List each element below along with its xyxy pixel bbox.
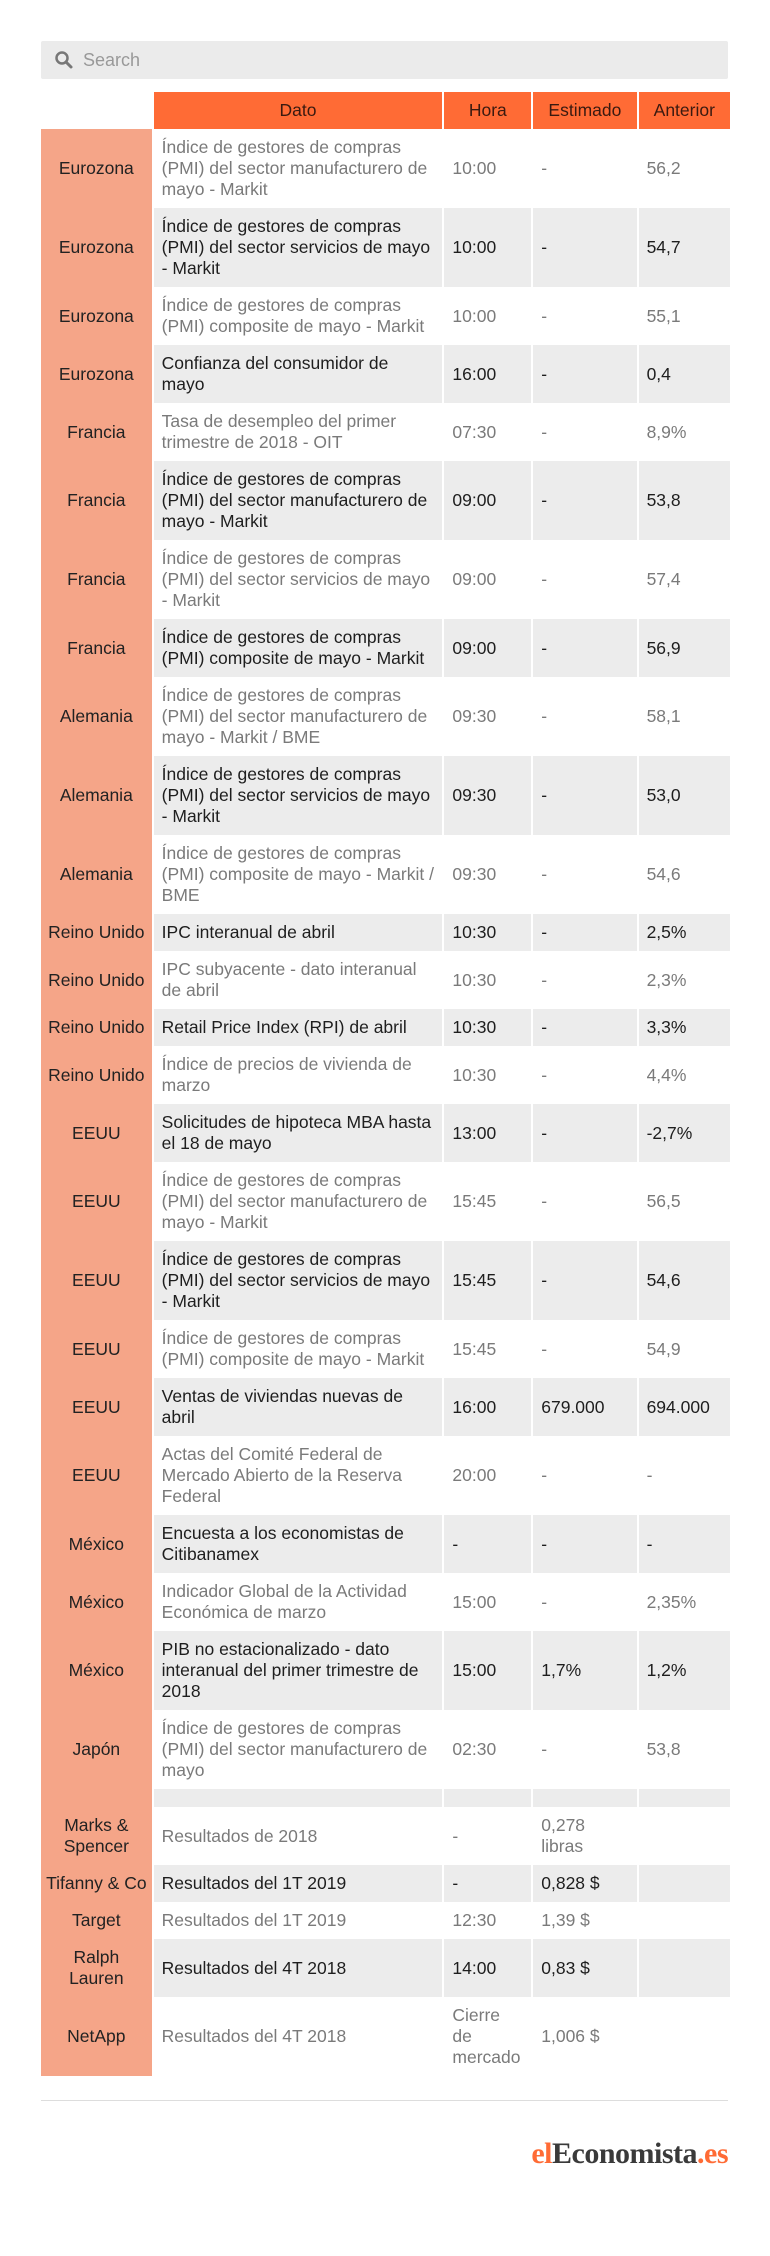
row-dato: IPC interanual de abril <box>154 914 445 951</box>
logo-economista: Economista <box>552 2137 697 2170</box>
row-dato: Índice de gestores de compras (PMI) composite de mayo - Markit <box>154 619 445 677</box>
table-row <box>41 461 730 540</box>
table-row <box>41 1573 730 1631</box>
row-dato: Índice de gestores de compras (PMI) del sector manufacturero de mayo - Markit <box>154 461 445 540</box>
row-hora: 14:00 <box>444 1939 533 1997</box>
row-hora: - <box>444 1515 533 1573</box>
table-row <box>41 1436 730 1515</box>
header-hora[interactable]: Hora <box>444 92 533 129</box>
row-dato: Índice de gestores de compras (PMI) composite de mayo - Markit <box>154 287 445 345</box>
row-estimado <box>533 1789 638 1807</box>
row-estimado: 0,828 $ <box>533 1865 638 1902</box>
row-country: Tifanny & Co <box>41 1865 154 1902</box>
table-row <box>41 1104 730 1162</box>
row-hora: 10:30 <box>444 914 533 951</box>
row-dato: Índice de gestores de compras (PMI) del sector servicios de mayo - Markit <box>154 540 445 619</box>
row-estimado: 1,006 $ <box>533 1997 638 2076</box>
row-country: Reino Unido <box>41 951 154 1009</box>
row-estimado: - <box>533 756 638 835</box>
row-estimado: - <box>533 287 638 345</box>
row-dato: Retail Price Index (RPI) de abril <box>154 1009 445 1046</box>
row-anterior: -2,7% <box>639 1104 730 1162</box>
row-anterior: 2,3% <box>639 951 730 1009</box>
row-dato: Índice de gestores de compras (PMI) composite de mayo - Markit / BME <box>154 835 445 914</box>
table-row <box>41 951 730 1009</box>
row-dato: Indicador Global de la Actividad Económica de marzo <box>154 1573 445 1631</box>
row-country: Reino Unido <box>41 914 154 951</box>
row-estimado: - <box>533 1320 638 1378</box>
row-country <box>41 1789 154 1807</box>
row-hora: 09:30 <box>444 677 533 756</box>
row-dato: Resultados del 1T 2019 <box>154 1865 445 1902</box>
row-anterior: 53,0 <box>639 756 730 835</box>
row-country: NetApp <box>41 1997 154 2076</box>
row-anterior: 56,2 <box>639 129 730 208</box>
row-country: Francia <box>41 540 154 619</box>
row-hora: 15:00 <box>444 1573 533 1631</box>
header-estimado[interactable]: Estimado <box>533 92 638 129</box>
logo-el: el <box>531 2137 552 2170</box>
row-estimado: - <box>533 1009 638 1046</box>
row-country: Alemania <box>41 756 154 835</box>
row-estimado: - <box>533 1573 638 1631</box>
row-hora: 10:00 <box>444 129 533 208</box>
row-country: México <box>41 1573 154 1631</box>
logo-es: .es <box>697 2137 728 2170</box>
row-estimado: - <box>533 619 638 677</box>
row-hora: 16:00 <box>444 1378 533 1436</box>
row-estimado: - <box>533 1710 638 1789</box>
row-estimado: 0,278 libras <box>533 1807 638 1865</box>
row-hora: 15:45 <box>444 1320 533 1378</box>
row-dato: Índice de gestores de compras (PMI) del sector manufacturero de mayo - Markit / BME <box>154 677 445 756</box>
row-estimado: - <box>533 677 638 756</box>
row-anterior: 54,6 <box>639 835 730 914</box>
table-header-row <box>41 92 730 129</box>
row-estimado: - <box>533 1162 638 1241</box>
table-row <box>41 1631 730 1710</box>
row-estimado: - <box>533 403 638 461</box>
row-estimado: - <box>533 540 638 619</box>
row-dato: Ventas de viviendas nuevas de abril <box>154 1378 445 1436</box>
row-dato <box>154 1789 445 1807</box>
row-estimado: - <box>533 835 638 914</box>
row-anterior <box>639 1939 730 1997</box>
row-country: Eurozona <box>41 129 154 208</box>
row-anterior: 694.000 <box>639 1378 730 1436</box>
table-row <box>41 129 730 208</box>
row-country: Reino Unido <box>41 1046 154 1104</box>
table-row <box>41 1162 730 1241</box>
header-country <box>41 92 154 129</box>
row-hora: 10:00 <box>444 208 533 287</box>
row-country: EEUU <box>41 1104 154 1162</box>
row-country: Alemania <box>41 677 154 756</box>
row-estimado: - <box>533 129 638 208</box>
table-row <box>41 1320 730 1378</box>
row-estimado: - <box>533 1436 638 1515</box>
row-estimado: - <box>533 914 638 951</box>
table-row <box>41 1865 730 1902</box>
row-country: EEUU <box>41 1436 154 1515</box>
row-anterior: 4,4% <box>639 1046 730 1104</box>
table-row <box>41 1807 730 1865</box>
table-row <box>41 1710 730 1789</box>
row-estimado: - <box>533 461 638 540</box>
row-country: Target <box>41 1902 154 1939</box>
row-hora: 10:00 <box>444 287 533 345</box>
row-anterior: - <box>639 1515 730 1573</box>
row-country: EEUU <box>41 1378 154 1436</box>
row-hora: - <box>444 1807 533 1865</box>
row-hora: 16:00 <box>444 345 533 403</box>
row-anterior: 2,5% <box>639 914 730 951</box>
row-anterior: 0,4 <box>639 345 730 403</box>
row-hora: 09:30 <box>444 835 533 914</box>
row-anterior: 55,1 <box>639 287 730 345</box>
table-row <box>41 835 730 914</box>
row-dato: Confianza del consumidor de mayo <box>154 345 445 403</box>
table-row <box>41 287 730 345</box>
table-row <box>41 1789 730 1807</box>
search-input[interactable] <box>83 50 683 71</box>
row-hora: 15:00 <box>444 1631 533 1710</box>
table-row <box>41 1241 730 1320</box>
row-country: Reino Unido <box>41 1009 154 1046</box>
row-estimado: - <box>533 1046 638 1104</box>
row-anterior: 8,9% <box>639 403 730 461</box>
row-estimado: 679.000 <box>533 1378 638 1436</box>
row-hora: 10:30 <box>444 1009 533 1046</box>
row-dato: IPC subyacente - dato interanual de abril <box>154 951 445 1009</box>
row-country: Alemania <box>41 835 154 914</box>
row-estimado: 0,83 $ <box>533 1939 638 1997</box>
row-anterior: 54,6 <box>639 1241 730 1320</box>
row-hora: Cierre de mercado <box>444 1997 533 2076</box>
row-hora: 09:30 <box>444 756 533 835</box>
row-hora: 12:30 <box>444 1902 533 1939</box>
search-icon <box>53 49 75 71</box>
footer-divider <box>41 2100 728 2101</box>
row-hora: 09:00 <box>444 619 533 677</box>
row-hora: 15:45 <box>444 1241 533 1320</box>
eleconomista-logo[interactable] <box>531 2137 728 2171</box>
table-row <box>41 1939 730 1997</box>
table-row <box>41 403 730 461</box>
row-hora: 07:30 <box>444 403 533 461</box>
row-country: Ralph Lauren <box>41 1939 154 1997</box>
row-hora: 02:30 <box>444 1710 533 1789</box>
row-country: Francia <box>41 461 154 540</box>
row-dato: Actas del Comité Federal de Mercado Abierto de la Reserva Federal <box>154 1436 445 1515</box>
row-dato: Índice de precios de vivienda de marzo <box>154 1046 445 1104</box>
row-estimado: 1,7% <box>533 1631 638 1710</box>
row-estimado: - <box>533 951 638 1009</box>
table-row <box>41 756 730 835</box>
table-row <box>41 677 730 756</box>
row-hora: - <box>444 1865 533 1902</box>
table-row <box>41 345 730 403</box>
table-row <box>41 1009 730 1046</box>
table-row <box>41 540 730 619</box>
row-anterior: 56,9 <box>639 619 730 677</box>
row-estimado: - <box>533 1241 638 1320</box>
search-bar[interactable] <box>41 41 728 79</box>
row-dato: Tasa de desempleo del primer trimestre de 2018 - OIT <box>154 403 445 461</box>
row-dato: PIB no estacionalizado - dato interanual del primer trimestre de 2018 <box>154 1631 445 1710</box>
row-country: Japón <box>41 1710 154 1789</box>
row-anterior: 53,8 <box>639 461 730 540</box>
row-anterior: 57,4 <box>639 540 730 619</box>
row-anterior <box>639 1789 730 1807</box>
row-dato: Índice de gestores de compras (PMI) composite de mayo - Markit <box>154 1320 445 1378</box>
row-anterior: - <box>639 1436 730 1515</box>
row-estimado: 1,39 $ <box>533 1902 638 1939</box>
row-dato: Índice de gestores de compras (PMI) del sector manufacturero de mayo <box>154 1710 445 1789</box>
row-hora: 15:45 <box>444 1162 533 1241</box>
row-estimado: - <box>533 1515 638 1573</box>
row-dato: Índice de gestores de compras (PMI) del sector servicios de mayo - Markit <box>154 1241 445 1320</box>
row-anterior: 1,2% <box>639 1631 730 1710</box>
row-anterior: 3,3% <box>639 1009 730 1046</box>
row-country: México <box>41 1631 154 1710</box>
row-country: EEUU <box>41 1162 154 1241</box>
row-dato: Resultados del 4T 2018 <box>154 1997 445 2076</box>
table-row <box>41 1902 730 1939</box>
header-dato[interactable]: Dato <box>154 92 445 129</box>
row-dato: Índice de gestores de compras (PMI) del sector manufacturero de mayo - Markit <box>154 1162 445 1241</box>
row-anterior: 2,35% <box>639 1573 730 1631</box>
row-anterior: 56,5 <box>639 1162 730 1241</box>
row-country: Eurozona <box>41 287 154 345</box>
row-dato: Resultados del 1T 2019 <box>154 1902 445 1939</box>
row-anterior: 54,9 <box>639 1320 730 1378</box>
row-country: Eurozona <box>41 345 154 403</box>
row-dato: Índice de gestores de compras (PMI) del sector manufacturero de mayo - Markit <box>154 129 445 208</box>
row-dato: Resultados del 4T 2018 <box>154 1939 445 1997</box>
row-dato: Índice de gestores de compras (PMI) del sector servicios de mayo - Markit <box>154 756 445 835</box>
row-hora: 20:00 <box>444 1436 533 1515</box>
row-anterior <box>639 1807 730 1865</box>
row-anterior: 53,8 <box>639 1710 730 1789</box>
row-anterior <box>639 1997 730 2076</box>
row-anterior <box>639 1902 730 1939</box>
table-row <box>41 1515 730 1573</box>
row-country: Eurozona <box>41 208 154 287</box>
economic-calendar-table <box>41 92 730 2076</box>
row-anterior <box>639 1865 730 1902</box>
header-anterior[interactable]: Anterior <box>639 92 730 129</box>
row-country: EEUU <box>41 1320 154 1378</box>
row-estimado: - <box>533 345 638 403</box>
row-dato: Resultados de 2018 <box>154 1807 445 1865</box>
row-anterior: 54,7 <box>639 208 730 287</box>
row-hora: 09:00 <box>444 461 533 540</box>
row-dato: Índice de gestores de compras (PMI) del sector servicios de mayo - Markit <box>154 208 445 287</box>
row-estimado: - <box>533 1104 638 1162</box>
table-row <box>41 914 730 951</box>
table-row <box>41 1997 730 2076</box>
table-row <box>41 1046 730 1104</box>
row-country: Francia <box>41 403 154 461</box>
row-anterior: 58,1 <box>639 677 730 756</box>
row-hora: 10:30 <box>444 951 533 1009</box>
row-dato: Encuesta a los economistas de Citibanamex <box>154 1515 445 1573</box>
table-row <box>41 619 730 677</box>
table-row <box>41 1378 730 1436</box>
row-dato: Solicitudes de hipoteca MBA hasta el 18 de mayo <box>154 1104 445 1162</box>
row-country: México <box>41 1515 154 1573</box>
row-country: Francia <box>41 619 154 677</box>
row-hora: 09:00 <box>444 540 533 619</box>
row-hora: 13:00 <box>444 1104 533 1162</box>
row-country: Marks & Spencer <box>41 1807 154 1865</box>
table-row <box>41 208 730 287</box>
row-hora: 10:30 <box>444 1046 533 1104</box>
row-country: EEUU <box>41 1241 154 1320</box>
row-estimado: - <box>533 208 638 287</box>
row-hora <box>444 1789 533 1807</box>
